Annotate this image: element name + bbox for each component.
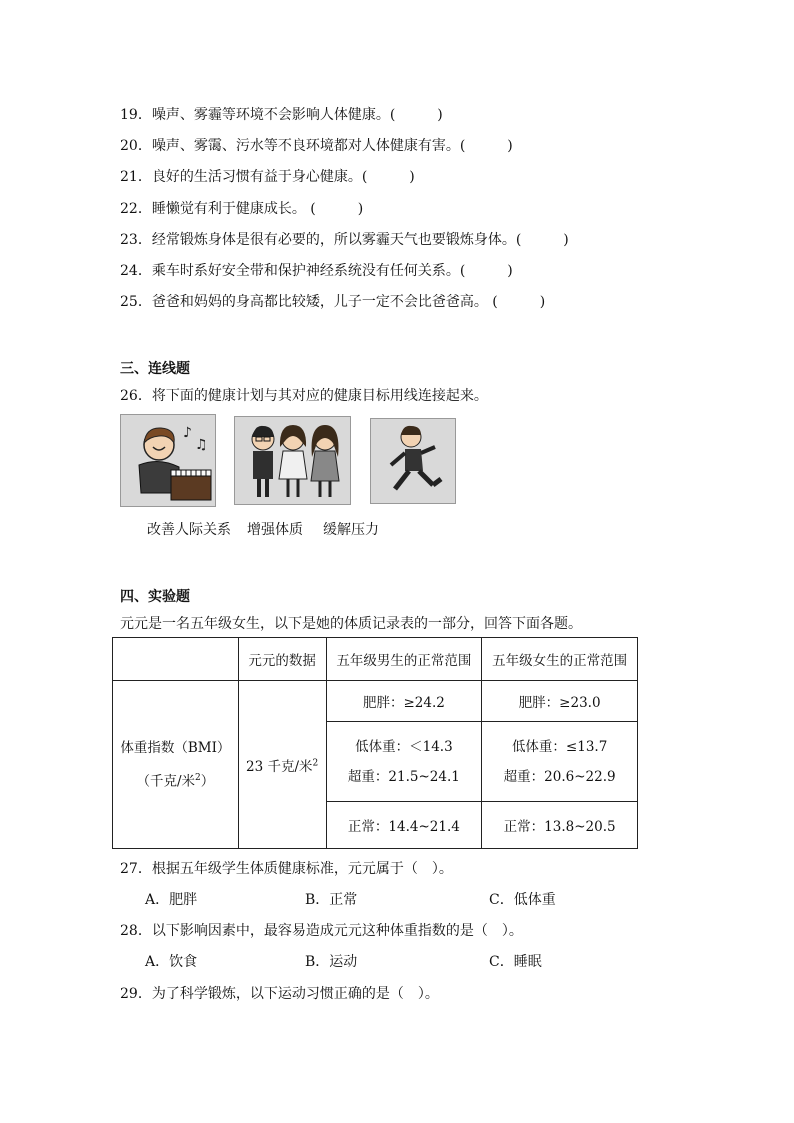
- question-20: 20．噪声、雾霭、污水等不良环境都对人体健康有害。( ): [120, 138, 513, 154]
- bmi-label: 体重指数（BMI）: [120, 739, 231, 756]
- question-24: 24．乘车时系好安全带和保护神经系统没有任何关系。( ): [120, 263, 513, 279]
- question-26: 26．将下面的健康计划与其对应的健康目标用线连接起来。: [120, 388, 488, 404]
- q27-option-c: C．低体重: [489, 892, 556, 908]
- bmi-row-label: [113, 681, 239, 849]
- girl-overweight: 超重：20.6~22.9: [503, 768, 616, 785]
- target-label-stress: 缓解压力: [323, 522, 379, 538]
- girl-underweight: 低体重：≤13.7: [511, 738, 608, 755]
- boy-under-over: [326, 722, 482, 802]
- girl-normal: 正常：13.8~20.5: [482, 802, 638, 849]
- table-header-girls: 五年级女生的正常范围: [482, 638, 638, 681]
- girl-under-over: [482, 722, 638, 802]
- girl-obese: 肥胖：≥23.0: [482, 681, 638, 722]
- yuanyuan-bmi-value: 23 千克/米$^2$: [238, 681, 326, 849]
- fitness-record-table: [112, 637, 638, 849]
- question-19: 19．噪声、雾霾等环境不会影响人体健康。( ): [120, 107, 443, 123]
- question-29: 29．为了科学锻炼，以下运动习惯正确的是（ ）。: [120, 986, 439, 1002]
- question-21: 21．良好的生活习惯有益于身心健康。( ): [120, 169, 415, 185]
- q27-option-a: A．肥胖: [145, 892, 198, 908]
- boy-obese: 肥胖：≥24.2: [326, 681, 482, 722]
- q28-option-c: C．睡眠: [489, 954, 542, 970]
- table-header-empty: [113, 638, 239, 681]
- q28-option-b: B．运动: [305, 954, 358, 970]
- section-heading-matching: 三、连线题: [120, 361, 190, 377]
- question-23: 23．经常锻炼身体是很有必要的，所以雾霾天气也要锻炼身体。( ): [120, 232, 569, 248]
- question-25: 25．爸爸和妈妈的身高都比较矮，儿子一定不会比爸爸高。 ( ): [120, 294, 546, 310]
- target-label-fitness: 增强体质: [247, 522, 303, 538]
- friends-image: [234, 416, 351, 505]
- question-27: 27．根据五年级学生体质健康标准，元元属于（ ）。: [120, 861, 453, 877]
- boy-overweight: 超重：21.5~24.1: [347, 768, 460, 785]
- question-28: 28．以下影响因素中，最容易造成元元这种体重指数的是（ ）。: [120, 923, 523, 939]
- running-boy-image: [370, 418, 456, 504]
- table-header-yuanyuan: 元元的数据: [238, 638, 326, 681]
- svg-text:♫: ♫: [195, 437, 208, 453]
- q27-option-b: B．正常: [305, 892, 358, 908]
- piano-boy-image: [120, 414, 216, 507]
- section-heading-experiment: 四、实验题: [120, 589, 190, 605]
- svg-text:♪: ♪: [183, 425, 192, 441]
- question-22: 22．睡懒觉有利于健康成长。 ( ): [120, 201, 364, 217]
- boy-underweight: 低体重：＜14.3: [355, 738, 453, 755]
- boy-normal: 正常：14.4~21.4: [326, 802, 482, 849]
- q28-option-a: A．饮食: [145, 954, 198, 970]
- target-label-relationships: 改善人际关系: [147, 522, 231, 538]
- experiment-intro: 元元是一名五年级女生，以下是她的体质记录表的一部分，回答下面各题。: [120, 616, 582, 632]
- table-header-boys: 五年级男生的正常范围: [326, 638, 482, 681]
- bmi-unit: （千克/米$^2$）: [136, 772, 215, 790]
